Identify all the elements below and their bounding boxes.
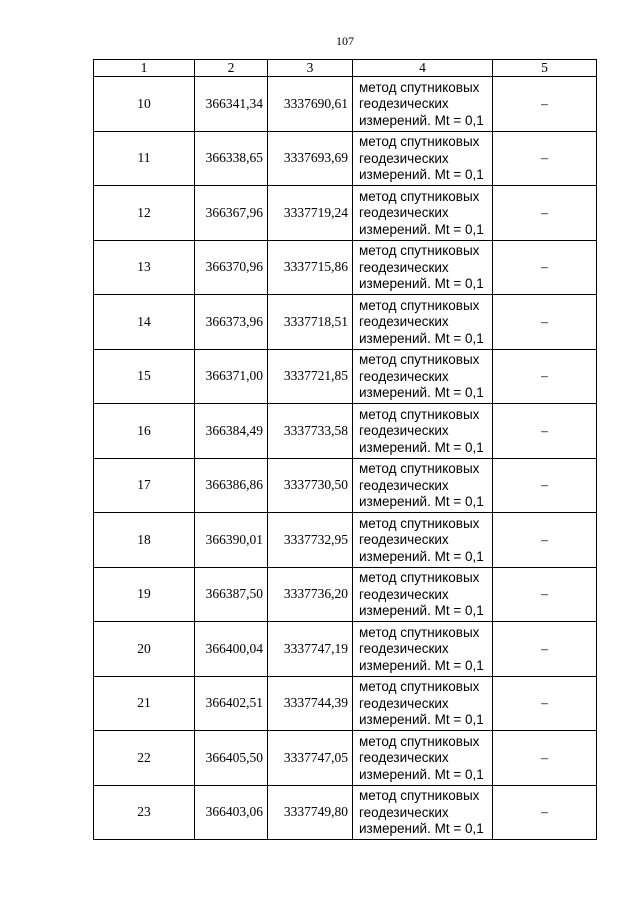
page-number: 107 (336, 34, 354, 48)
table-row (94, 349, 597, 404)
table-row (94, 785, 597, 840)
x-coordinate-cell: 366405,50 (195, 731, 268, 786)
x-coordinate-cell: 366384,49 (195, 404, 268, 459)
point-number-cell: 16 (94, 404, 195, 459)
y-coordinate-cell: 3337732,95 (268, 513, 353, 568)
note-cell: – (493, 77, 597, 132)
y-coordinate-cell: 3337736,20 (268, 567, 353, 622)
method-cell: метод спутниковых геодезических измерений. Mt = 0,1 (353, 349, 493, 404)
table-body (94, 60, 597, 840)
table-row (94, 295, 597, 350)
point-number-cell: 20 (94, 622, 195, 677)
x-coordinate-cell: 366403,06 (195, 785, 268, 840)
note-cell: – (493, 404, 597, 459)
note-cell: – (493, 622, 597, 677)
y-coordinate-cell: 3337690,61 (268, 77, 353, 132)
x-coordinate-cell: 366386,86 (195, 458, 268, 513)
table-header-row (94, 60, 597, 77)
point-number-cell: 12 (94, 186, 195, 241)
y-coordinate-cell: 3337730,50 (268, 458, 353, 513)
x-coordinate-cell: 366373,96 (195, 295, 268, 350)
point-number-cell: 10 (94, 77, 195, 132)
column-header-1: 1 (94, 60, 195, 77)
note-cell: – (493, 131, 597, 186)
method-cell: метод спутниковых геодезических измерений. Mt = 0,1 (353, 513, 493, 568)
table-row (94, 513, 597, 568)
y-coordinate-cell: 3337747,19 (268, 622, 353, 677)
x-coordinate-cell: 366367,96 (195, 186, 268, 241)
table-row (94, 676, 597, 731)
method-cell: метод спутниковых геодезических измерений. Mt = 0,1 (353, 785, 493, 840)
y-coordinate-cell: 3337718,51 (268, 295, 353, 350)
method-cell: метод спутниковых геодезических измерений. Mt = 0,1 (353, 295, 493, 350)
note-cell: – (493, 295, 597, 350)
table-row (94, 77, 597, 132)
column-header-2: 2 (195, 60, 268, 77)
point-number-cell: 18 (94, 513, 195, 568)
y-coordinate-cell: 3337715,86 (268, 240, 353, 295)
method-cell: метод спутниковых геодезических измерений. Mt = 0,1 (353, 240, 493, 295)
x-coordinate-cell: 366402,51 (195, 676, 268, 731)
x-coordinate-cell: 366400,04 (195, 622, 268, 677)
y-coordinate-cell: 3337719,24 (268, 186, 353, 241)
method-cell: метод спутниковых геодезических измерений. Mt = 0,1 (353, 676, 493, 731)
method-cell: метод спутниковых геодезических измерений. Mt = 0,1 (353, 622, 493, 677)
table-row (94, 567, 597, 622)
point-number-cell: 23 (94, 785, 195, 840)
point-number-cell: 11 (94, 131, 195, 186)
table-row (94, 404, 597, 459)
method-cell: метод спутниковых геодезических измерений. Mt = 0,1 (353, 77, 493, 132)
x-coordinate-cell: 366371,00 (195, 349, 268, 404)
point-number-cell: 19 (94, 567, 195, 622)
method-cell: метод спутниковых геодезических измерений. Mt = 0,1 (353, 131, 493, 186)
note-cell: – (493, 567, 597, 622)
method-cell: метод спутниковых геодезических измерений. Mt = 0,1 (353, 458, 493, 513)
note-cell: – (493, 731, 597, 786)
table-row (94, 622, 597, 677)
point-number-cell: 21 (94, 676, 195, 731)
y-coordinate-cell: 3337749,80 (268, 785, 353, 840)
note-cell: – (493, 676, 597, 731)
column-header-3: 3 (268, 60, 353, 77)
note-cell: – (493, 186, 597, 241)
point-number-cell: 14 (94, 295, 195, 350)
table-row (94, 131, 597, 186)
table-row (94, 240, 597, 295)
x-coordinate-cell: 366390,01 (195, 513, 268, 568)
note-cell: – (493, 240, 597, 295)
y-coordinate-cell: 3337733,58 (268, 404, 353, 459)
x-coordinate-cell: 366387,50 (195, 567, 268, 622)
point-number-cell: 22 (94, 731, 195, 786)
method-cell: метод спутниковых геодезических измерений. Mt = 0,1 (353, 567, 493, 622)
point-number-cell: 13 (94, 240, 195, 295)
method-cell: метод спутниковых геодезических измерений. Mt = 0,1 (353, 731, 493, 786)
y-coordinate-cell: 3337744,39 (268, 676, 353, 731)
note-cell: – (493, 349, 597, 404)
note-cell: – (493, 513, 597, 568)
method-cell: метод спутниковых геодезических измерений. Mt = 0,1 (353, 186, 493, 241)
coordinates-table (93, 59, 597, 840)
column-header-5: 5 (493, 60, 597, 77)
y-coordinate-cell: 3337721,85 (268, 349, 353, 404)
table-row (94, 458, 597, 513)
point-number-cell: 17 (94, 458, 195, 513)
method-cell: метод спутниковых геодезических измерений. Mt = 0,1 (353, 404, 493, 459)
note-cell: – (493, 785, 597, 840)
x-coordinate-cell: 366338,65 (195, 131, 268, 186)
note-cell: – (493, 458, 597, 513)
point-number-cell: 15 (94, 349, 195, 404)
y-coordinate-cell: 3337693,69 (268, 131, 353, 186)
column-header-4: 4 (353, 60, 493, 77)
table-row (94, 731, 597, 786)
x-coordinate-cell: 366341,34 (195, 77, 268, 132)
table-row (94, 186, 597, 241)
y-coordinate-cell: 3337747,05 (268, 731, 353, 786)
x-coordinate-cell: 366370,96 (195, 240, 268, 295)
